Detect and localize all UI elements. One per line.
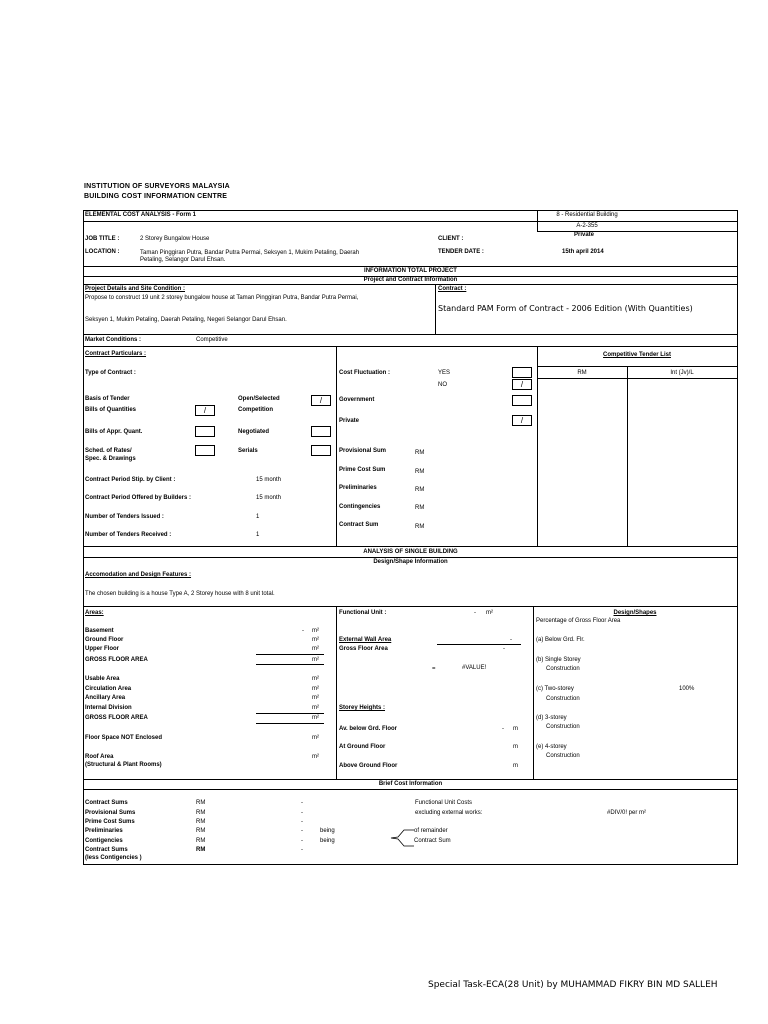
analysis-subtitle: Design/Shape Information [373, 559, 448, 565]
negotiated: Negotiated [238, 429, 270, 435]
bills-quantities-checkbox[interactable]: / [195, 405, 215, 416]
fluctuation-no: NO [438, 382, 447, 388]
ext-wall-area: External Wall Area [339, 637, 392, 643]
info-subtitle: Project and Contract Information [363, 277, 458, 283]
contract-text: Standard PAM Form of Contract - 2006 Edition (With Quantities) [438, 304, 693, 313]
av-below-value: - [502, 726, 504, 732]
form-title: ELEMENTAL COST ANALYSIS - Form 1 [85, 212, 197, 218]
shape-c-1: (c) Two-storey [536, 686, 574, 692]
brief-prelims-val: - [301, 828, 303, 834]
shape-e-1: (e) 4-storey [536, 744, 567, 750]
client-label: CLIENT : [438, 236, 464, 242]
period-client: 15 month [256, 477, 282, 483]
brief-title: Brief Cost Information [378, 781, 443, 787]
brief-excl-ext: excluding external works: [415, 810, 483, 816]
basement: Basement [85, 628, 114, 634]
prime-cost-sum: Prime Cost Sum [339, 467, 386, 473]
footer-credit: Special Task-ECA(28 Unit) by MUHAMMAD FIKRY BIN MD SALLEH [428, 980, 718, 990]
contingencies: Contingencies [339, 504, 381, 510]
contract-sum: Contract Sum [339, 522, 379, 528]
period-builders-label: Contract Period Offered by Builders : [85, 495, 192, 501]
period-client-label: Contract Period Stip. by Client : [85, 477, 176, 483]
project-details-label: Project Details and Site Condition : [85, 286, 186, 292]
tenders-issued-label: Number of Tenders Issued : [85, 514, 164, 520]
upper-floor-unit: m² [312, 646, 319, 652]
brief-contract-sums-2-val: - [301, 847, 303, 853]
market-value: Competitive [196, 337, 228, 343]
org-name: INSTITUTION OF SURVEYORS MALAYSIA [84, 183, 230, 190]
gfa-unit: m² [312, 657, 319, 663]
bills-approx-checkbox[interactable] [195, 426, 215, 437]
location-line-1: Taman Pinggiran Putra, Bandar Putra Permai, Seksyen 1, Mukim Petaling, Daerah [140, 250, 360, 256]
project-details-line-2: Seksyen 1, Mukim Petaling, Daerah Petaling, Negeri Selangor Darul Ehsan. [85, 317, 287, 323]
roof-area-unit: m² [312, 754, 319, 760]
analysis-title: ANALYSIS OF SINGLE BUILDING [363, 549, 458, 555]
preliminaries-rm: RM [415, 487, 425, 493]
government-checkbox[interactable] [512, 395, 532, 406]
brief-prelims-being: being [320, 828, 335, 834]
preliminaries: Preliminaries [339, 485, 377, 491]
brief-contract-sums-rm: RM [196, 800, 206, 806]
project-details-line-1: Propose to construct 19 unit 2 storey bungalow house at Taman Pinggiran Putra, Bandar Putra Permai, [85, 295, 359, 301]
brief-prime-sums-val: - [301, 819, 303, 825]
ancillary-area: Ancillary Area [85, 695, 126, 701]
info-section-title: INFORMATION TOTAL PROJECT [364, 268, 457, 274]
tenders-received-label: Number of Tenders Received : [85, 532, 172, 538]
av-below: Av. below Grd. Floor [339, 726, 398, 732]
circulation-area-unit: m² [312, 686, 319, 692]
gross-floor-area: Gross Floor Area [339, 646, 388, 652]
brief-contingencies-being: being [320, 838, 335, 844]
shape-b-1: (b) Single Storey [536, 657, 581, 663]
usable-area: Usable Area [85, 676, 120, 682]
brief-contract-sums-2: Contract Sums [85, 847, 128, 853]
areas-label: Areas: [85, 610, 104, 616]
bills-approx: Bills of Appr. Quant. [85, 429, 143, 435]
brief-prov-sums-rm: RM [196, 810, 206, 816]
tenders-issued: 1 [256, 514, 260, 520]
functional-label: Functional Unit : [339, 610, 387, 616]
tender-col-rm: RM [577, 370, 587, 376]
centre-name: BUILDING COST INFORMATION CENTRE [84, 193, 228, 200]
gross-floor-value: - [503, 646, 505, 652]
tender-col-int: Int (Jv)/L [670, 370, 694, 376]
sched-rates-2: Spec. & Drawings [85, 456, 136, 462]
shape-e-2: Construction [546, 753, 580, 759]
fluctuation-yes-checkbox[interactable] [512, 367, 532, 378]
shape-b-2: Construction [546, 666, 580, 672]
not-enclosed: Floor Space NOT Enclosed [85, 735, 163, 741]
usable-area-unit: m² [312, 676, 319, 682]
shape-c-2: Construction [546, 696, 580, 702]
roof-area-note: (Structural & Plant Rooms) [85, 762, 162, 768]
design-shapes-title: Design/Shapes [613, 610, 657, 616]
brief-contract-sums: Contract Sums [85, 800, 128, 806]
location-line-2: Petaling, Selangor Darul Ehsan. [140, 257, 226, 263]
brief-contingencies-val: - [301, 838, 303, 844]
brief-contract-sums-val: - [301, 800, 303, 806]
brief-div-error: #DIV/0! per m² [607, 810, 647, 816]
location-label: LOCATION : [85, 249, 120, 255]
market-label: Market Conditions : [85, 337, 142, 343]
brief-contingencies-rm: RM [196, 838, 206, 844]
at-ground-unit: m [513, 744, 518, 750]
ancillary-area-unit: m² [312, 695, 319, 701]
fluctuation-no-checkbox[interactable]: / [512, 379, 532, 390]
shape-d-1: (d) 3-storey [536, 715, 567, 721]
functional-value: - [474, 610, 476, 616]
basis-of-tender: Basis of Tender [85, 396, 130, 402]
ext-wall-value: - [510, 637, 512, 643]
client-value: Private [574, 232, 595, 238]
above-ground: Above Ground Floor [339, 763, 398, 769]
open-selected-checkbox[interactable]: / [311, 395, 331, 406]
sched-rates-1: Sched. of Rates/ [85, 448, 132, 454]
contract-sum-rm: RM [415, 524, 425, 530]
negotiated-checkbox[interactable] [311, 426, 331, 437]
eq-sign: = [432, 666, 436, 672]
shape-a: (a) Below Grd. Flr. [536, 637, 585, 643]
job-title: 2 Storey Bungalow House [140, 236, 210, 242]
shape-d-2: Construction [546, 724, 580, 730]
functional-unit: m² [486, 610, 493, 616]
brief-prime-sums-rm: RM [196, 819, 206, 825]
brief-func-costs: Functional Unit Costs [415, 800, 473, 806]
internal-division-unit: m² [312, 705, 319, 711]
form-ref: A-2-355 [576, 223, 598, 229]
period-builders: 15 month [256, 495, 282, 501]
brief-prov-sums: Provisional Sums [85, 810, 136, 816]
brief-prime-sums: Prime Cost Sums [85, 819, 135, 825]
storey-heights-label: Storey Heights : [339, 705, 386, 711]
serials: Serials [238, 448, 258, 454]
competition: Competition [238, 407, 273, 413]
prov-sum: Provisional Sum [339, 448, 387, 454]
particulars-label: Contract Particulars : [85, 351, 147, 357]
brief-prelims: Preliminaries [85, 828, 123, 834]
accom-label: Accomodation and Design Features : [85, 572, 192, 578]
fluctuation-label: Cost Fluctuation : [339, 370, 390, 376]
gfa-2-unit: m² [312, 715, 319, 721]
upper-floor: Upper Floor [85, 646, 119, 652]
prov-sum-rm: RM [415, 450, 425, 456]
sched-rates-checkbox[interactable] [195, 445, 215, 456]
internal-division: Internal Division [85, 705, 132, 711]
basement-value: - [302, 628, 304, 634]
above-ground-unit: m [513, 763, 518, 769]
fluctuation-yes: YES [438, 370, 451, 376]
government: Government [339, 397, 375, 403]
value-error: #VALUE! [462, 665, 487, 671]
not-enclosed-unit: m² [312, 735, 319, 741]
brief-less-contingencies: (less Contigencies ) [85, 855, 142, 861]
brief-prelims-rm: RM [196, 828, 206, 834]
open-selected: Open/Selected [238, 396, 280, 402]
shape-c-value: 100% [679, 686, 695, 692]
tender-date: 15th april 2014 [562, 249, 604, 255]
circulation-area: Circulation Area [85, 686, 132, 692]
brief-prov-sums-val: - [301, 810, 303, 816]
gfa-2: GROSS FLOOR AREA [85, 715, 148, 721]
roof-area: Roof Area [85, 754, 114, 760]
at-ground: At Ground Floor [339, 744, 386, 750]
job-title-label: JOB TITLE : [85, 236, 120, 242]
prime-cost-rm: RM [415, 469, 425, 475]
brief-contract-sums-2-rm: RM [196, 847, 206, 853]
type-of-contract-label: Type of Contract : [85, 370, 136, 376]
ground-floor: Ground Floor [85, 637, 124, 643]
basement-unit: m² [312, 628, 319, 634]
contingencies-rm: RM [415, 505, 425, 511]
av-below-unit: m [513, 726, 518, 732]
tender-list-title: Competitive Tender List [603, 352, 671, 358]
accom-text: The chosen building is a house Type A, 2 Storey house with 8 unit total. [85, 591, 275, 597]
serials-checkbox[interactable] [311, 445, 331, 456]
brief-contract-sum: Contract Sum [414, 838, 451, 844]
contract-label: Contract : [438, 286, 467, 292]
bills-quantities: Bills of Quantities [85, 407, 137, 413]
ground-floor-unit: m² [312, 637, 319, 643]
brief-of-remainder: of remainder [414, 828, 448, 834]
tender-date-label: TENDER DATE : [438, 249, 484, 255]
private: Private [339, 418, 360, 424]
brace-icon [390, 829, 416, 847]
brief-contingencies: Contigencies [85, 838, 123, 844]
tenders-received: 1 [256, 532, 260, 538]
building-type: 8 - Residential Building [556, 212, 618, 218]
private-checkbox[interactable]: / [512, 415, 532, 426]
gfa: GROSS FLOOR AREA [85, 657, 148, 663]
design-shapes-subtitle: Percentage of Gross Floor Area [536, 618, 621, 624]
